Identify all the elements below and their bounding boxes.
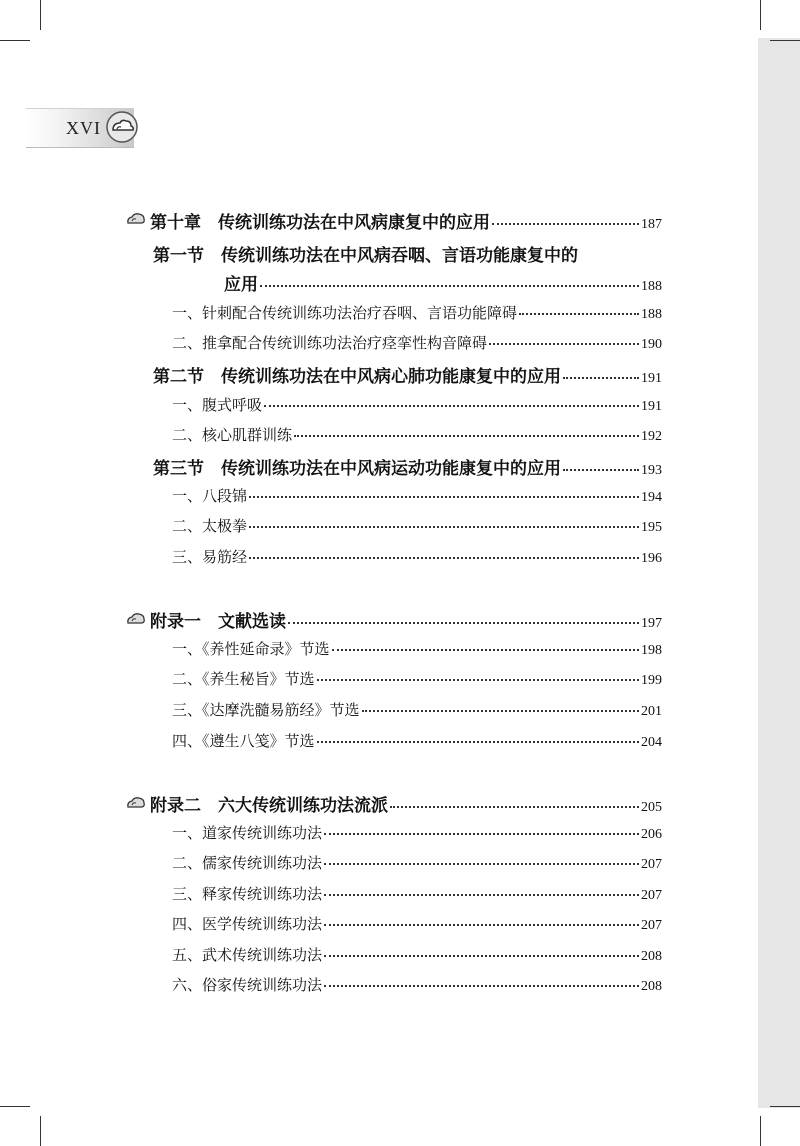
dot-leader (362, 709, 639, 712)
dot-leader (324, 832, 639, 835)
toc-item[interactable] (172, 332, 662, 353)
toc-item[interactable] (172, 302, 662, 323)
dot-leader (249, 495, 639, 498)
toc-page: 205 (641, 800, 662, 815)
toc-item[interactable] (172, 944, 662, 965)
dot-leader (492, 222, 639, 225)
toc-title: 二、《养生秘旨》节选 (172, 670, 315, 688)
toc-section-1[interactable] (224, 270, 662, 295)
crop-mark (770, 40, 800, 41)
toc-item[interactable] (172, 730, 662, 751)
dot-leader (519, 312, 639, 315)
toc-section-1-line1[interactable]: 第一节 传统训练功法在中风病吞咽、言语功能康复中的 (153, 246, 578, 266)
toc-item[interactable] (172, 913, 662, 934)
dot-leader (563, 376, 639, 379)
toc-page: 188 (641, 279, 662, 294)
toc-section-3[interactable] (153, 454, 662, 479)
dot-leader (249, 525, 639, 528)
toc-title: 第二节 传统训练功法在中风病心肺功能康复中的应用 (153, 367, 561, 387)
toc-item[interactable] (172, 668, 662, 689)
toc-title: 一、八段锦 (172, 487, 248, 505)
toc-title: 五、武术传统训练功法 (172, 946, 323, 964)
dot-leader (324, 954, 639, 957)
cloud-bullet-icon (126, 612, 146, 626)
toc-page: 207 (641, 857, 662, 872)
dot-leader (249, 556, 639, 559)
toc-item[interactable] (172, 515, 662, 536)
crop-mark (760, 1116, 761, 1146)
toc-title: 附录二 六大传统训练功法流派 (150, 796, 388, 816)
page-edge-strip (758, 38, 800, 1108)
toc-title: 一、针刺配合传统训练功法治疗吞咽、言语功能障碍 (172, 304, 518, 322)
toc-page: 198 (641, 643, 662, 658)
dot-leader (264, 404, 639, 407)
toc-page: 204 (641, 735, 662, 750)
toc-section-2[interactable] (153, 362, 662, 387)
toc-title: 一、道家传统训练功法 (172, 824, 323, 842)
toc-page: 206 (641, 827, 662, 842)
toc-page: 207 (641, 888, 662, 903)
toc-title: 第三节 传统训练功法在中风病运动功能康复中的应用 (153, 459, 561, 479)
toc-page: 188 (641, 307, 662, 322)
toc-appendix-2[interactable] (150, 791, 662, 816)
toc-title: 二、太极拳 (172, 517, 248, 535)
toc-title: 三、《达摩洗髓易筋经》节选 (172, 701, 360, 719)
toc-page: 191 (641, 371, 662, 386)
toc-title: 四、《遵生八笺》节选 (172, 732, 315, 750)
toc-item[interactable] (172, 546, 662, 567)
toc-title: 一、腹式呼吸 (172, 396, 263, 414)
toc-item[interactable] (172, 822, 662, 843)
toc-page: 192 (641, 429, 662, 444)
toc-title: 六、俗家传统训练功法 (172, 976, 323, 994)
crop-mark (760, 0, 761, 30)
dot-leader (324, 893, 639, 896)
toc-page: 201 (641, 704, 662, 719)
toc-title: 一、《养性延命录》节选 (172, 640, 330, 658)
toc-title: 第十章 传统训练功法在中风病康复中的应用 (150, 213, 490, 233)
dot-leader (317, 678, 639, 681)
toc-page: 187 (641, 217, 662, 232)
dot-leader (288, 621, 639, 624)
toc-item[interactable] (172, 883, 662, 904)
dot-leader (390, 805, 639, 808)
cloud-bullet-icon (126, 796, 146, 810)
toc-page: 199 (641, 673, 662, 688)
cloud-bullet-icon (126, 212, 146, 226)
toc-title: 附录一 文献选读 (150, 612, 286, 632)
crop-mark (40, 0, 41, 30)
crop-mark (0, 1106, 30, 1107)
toc-page: 208 (641, 949, 662, 964)
crop-mark (770, 1106, 800, 1107)
toc-title: 应用 (224, 275, 258, 295)
toc-page: 194 (641, 490, 662, 505)
toc-title: 三、易筋经 (172, 548, 248, 566)
page-number: XVI (66, 118, 101, 138)
toc-title: 二、核心肌群训练 (172, 426, 293, 444)
crop-mark (0, 40, 30, 41)
dot-leader (324, 862, 639, 865)
dot-leader (563, 468, 639, 471)
dot-leader (260, 284, 639, 287)
toc-item[interactable] (172, 485, 662, 506)
toc-title: 二、推拿配合传统训练功法治疗痉挛性构音障碍 (172, 334, 488, 352)
dot-leader (324, 923, 639, 926)
cloud-ornament-icon (104, 110, 140, 144)
toc-item[interactable] (172, 974, 662, 995)
dot-leader (317, 740, 639, 743)
toc-item[interactable] (172, 638, 662, 659)
toc-title: 二、儒家传统训练功法 (172, 854, 323, 872)
dot-leader (332, 648, 639, 651)
dot-leader (324, 984, 639, 987)
toc-item[interactable] (172, 852, 662, 873)
toc-appendix-1[interactable] (150, 607, 662, 632)
toc-title: 三、释家传统训练功法 (172, 885, 323, 903)
toc-page: 196 (641, 551, 662, 566)
toc-page: 197 (641, 616, 662, 631)
toc-page: 195 (641, 520, 662, 535)
dot-leader (489, 342, 639, 345)
toc-chapter-10[interactable] (150, 208, 662, 233)
toc-item[interactable] (172, 699, 662, 720)
toc-item[interactable] (172, 394, 662, 415)
toc-page: 207 (641, 918, 662, 933)
toc-title: 四、医学传统训练功法 (172, 915, 323, 933)
toc-page: 193 (641, 463, 662, 478)
toc-page: 190 (641, 337, 662, 352)
dot-leader (294, 434, 639, 437)
toc-item[interactable] (172, 424, 662, 445)
crop-mark (40, 1116, 41, 1146)
toc-page: 208 (641, 979, 662, 994)
toc-page: 191 (641, 399, 662, 414)
